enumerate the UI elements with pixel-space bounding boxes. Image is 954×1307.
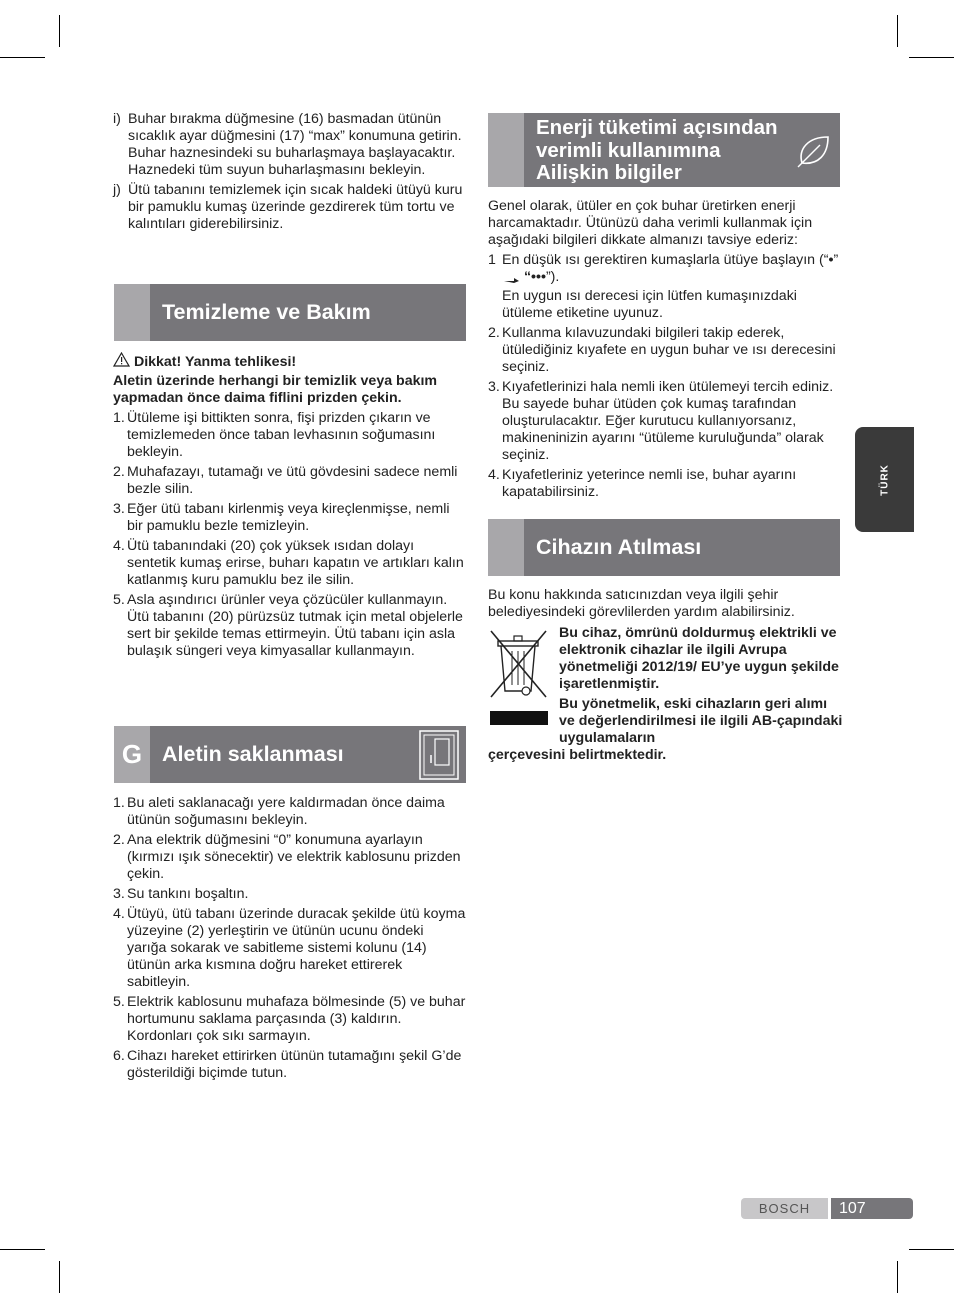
section-title: Temizleme ve Bakım [162, 300, 371, 324]
banner-lead [488, 519, 524, 576]
weee-text-2: Bu yönetmelik, eski cihazların geri alımı ve değerlendirilmesi ile ilgili AB-çapındaki uygulamaların [559, 696, 843, 746]
page-number: 107 [831, 1198, 913, 1219]
section-title: Enerji tüketimi açısından verimli kullanımına Ailişkin bilgiler [536, 116, 778, 184]
section-title: Aletin saklanması [162, 742, 344, 766]
list-item: 1. Bu aleti saklanacağı yere kaldırmadan önce daima ütünün soğumasını bekleyin. [113, 795, 445, 828]
list-item: 5. Elektrik kablosunu muhafaza bölmesinde (5) ve buhar hortumunu saklama parçasında (3) kaldırın. Kordonları çok sıkı sarmayın. [113, 994, 466, 1044]
list-item: 4. Ütü tabanındaki (20) çok yüksek ısıdan dolayı sentetik kumaş erirse, buharı kapatın ve artıkları kalın katlanmış kuru pamuklu bez ile silin. [113, 538, 464, 588]
section-banner-storage [114, 726, 466, 783]
crop-mark [59, 15, 60, 47]
crop-mark [59, 1261, 60, 1293]
left-column [113, 111, 466, 236]
storage-cabinet-icon [416, 729, 464, 781]
language-tab [855, 427, 914, 532]
section-banner-energy [488, 113, 840, 187]
storage-body [113, 795, 466, 1085]
list-item: 1 En düşük ısı gerektiren kumaşlarla ütüye başlayın (“•” “•••”). En uygun ısı derecesi için lütfen kumaşınızdaki ütüleme etiketine uyunuz. [488, 252, 839, 321]
crossed-bin-icon [488, 627, 550, 727]
banner-lead [114, 726, 150, 783]
warning-icon [113, 352, 130, 367]
footer-brand: BOSCH [741, 1198, 828, 1219]
list-item: 1. Ütüleme işi bittikten sonra, fişi prizden çıkarın ve temizlemeden önce taban levhasının soğumasını bekleyin. [113, 410, 436, 460]
list-item: 2. Kullanma kılavuzundaki bilgileri takip ederek, ütülediğiniz kıyafete en uygun buhar ve ısı derecesini seçiniz. [488, 325, 836, 375]
banner-lead [488, 113, 524, 187]
section-banner-disposal [488, 519, 840, 576]
cleaning-body [113, 352, 466, 663]
energy-intro: Genel olarak, ütüler en çok buhar üretirken enerji harcamaktadır. Ütünüzü daha verimli kullanmak için aşağıdaki bilgileri dikkate almanızı tavsiye ederiz: [488, 198, 813, 248]
list-item: i) Buhar bırakma düğmesine (16) basmadan ütünün sıcaklık ayar düğmesini (17) “max” konumuna getirin. Buhar haznesindeki su buharlaşmaya başlayacaktır. Haznedeki tüm suyun buharlaşmasını bekleyin. [113, 111, 462, 178]
crop-mark [0, 1249, 45, 1250]
list-item: 6. Cihazı hareket ettirirken ütünün tutamağını şekil G’de gösterildiği biçimde tutun. [113, 1048, 462, 1081]
disposal-intro: Bu konu hakkında satıcınızdan veya ilgili şehir belediyesindeki görevlilerden yardım alabilirsiniz. [488, 587, 795, 620]
section-title: Cihazın Atılması [536, 535, 702, 559]
warning-heading: Dikkat! Yanma tehlikesi! [113, 352, 466, 371]
list-item: 4. Kıyafetleriniz yeterince nemli ise, buhar ayarını kapatabilirsiniz. [488, 467, 797, 500]
language-label: TÜRK [879, 463, 890, 496]
weee-block [488, 625, 843, 764]
list-item: 2. Muhafazayı, tutamağı ve ütü gövdesini sadece nemli bezle silin. [113, 464, 458, 497]
crop-mark [0, 57, 45, 58]
disposal-body [488, 587, 843, 764]
leaf-icon [794, 131, 834, 171]
weee-text-3: çerçevesini belirtmektedir. [488, 747, 667, 763]
list-item: 2. Ana elektrik düğmesini “0” konumuna ayarlayın (kırmızı ışık sönecektir) ve elektrik kablosunu prizden çekin. [113, 832, 461, 882]
crop-mark [909, 1249, 954, 1250]
list-item: 3. Kıyafetlerinizi hala nemli iken ütülemeyi tercih ediniz. Bu sayede buhar ütüden çok kumaş tarafından oluşturulacaktır. Eğer kurutucu kullanıyorsanız, makineninizin ayarını “ütüleme kuruluğunda” olarak seçiniz. [488, 379, 834, 463]
arrow-right-icon [502, 273, 520, 283]
crop-mark [897, 15, 898, 47]
section-banner-cleaning [114, 284, 466, 341]
list-item: 5. Asla aşındırıcı ürünler veya çözücüler kullanmayın. Ütü tabanını (20) pürüzsüz tutmak için metal objelerle sert bir şekilde temas ettirmeyin. Ütü tabanı için asla bulaşık süngeri veya kimyasallar kullanmayın. [113, 592, 463, 659]
energy-body [488, 198, 843, 504]
list-item: 3. Su tankını boşaltın. [113, 886, 249, 902]
warning-text: Aletin üzerinde herhangi bir temizlik veya bakım yapmadan önce daima fiflini prizden çekin. [113, 373, 438, 406]
crop-mark [909, 57, 954, 58]
list-item: j) Ütü tabanını temizlemek için sıcak haldeki ütüyü kuru bir pamuklu kumaş üzerinde gezdirerek tüm tortu ve kalıntıları giderebilirsiniz. [113, 182, 463, 232]
crop-mark [897, 1261, 898, 1293]
list-item: 4. Ütüyü, ütü tabanı üzerinde duracak şekilde ütü koyma yüzeyine (2) yerleştirin ve ütünün ucunu öndeki yarığa sokarak ve sabitleme sistemi kolunu (14) ütünün arka kısmına doğru hareket ettirerek sabitleyin. [113, 906, 466, 990]
list-item: 3. Eğer ütü tabanı kirlenmiş veya kireçlenmişse, nemli bir pamuklu bezle temizleyin. [113, 501, 450, 534]
figure-letter: G [121, 739, 143, 769]
weee-text: Bu cihaz, ömrünü doldurmuş elektrikli ve elektronik cihazlar ile ilgili Avrupa yönetmeliği 2012/19/ EU’ye uygun şekilde işaretlenmiştir. [559, 625, 839, 692]
banner-lead [114, 284, 150, 341]
